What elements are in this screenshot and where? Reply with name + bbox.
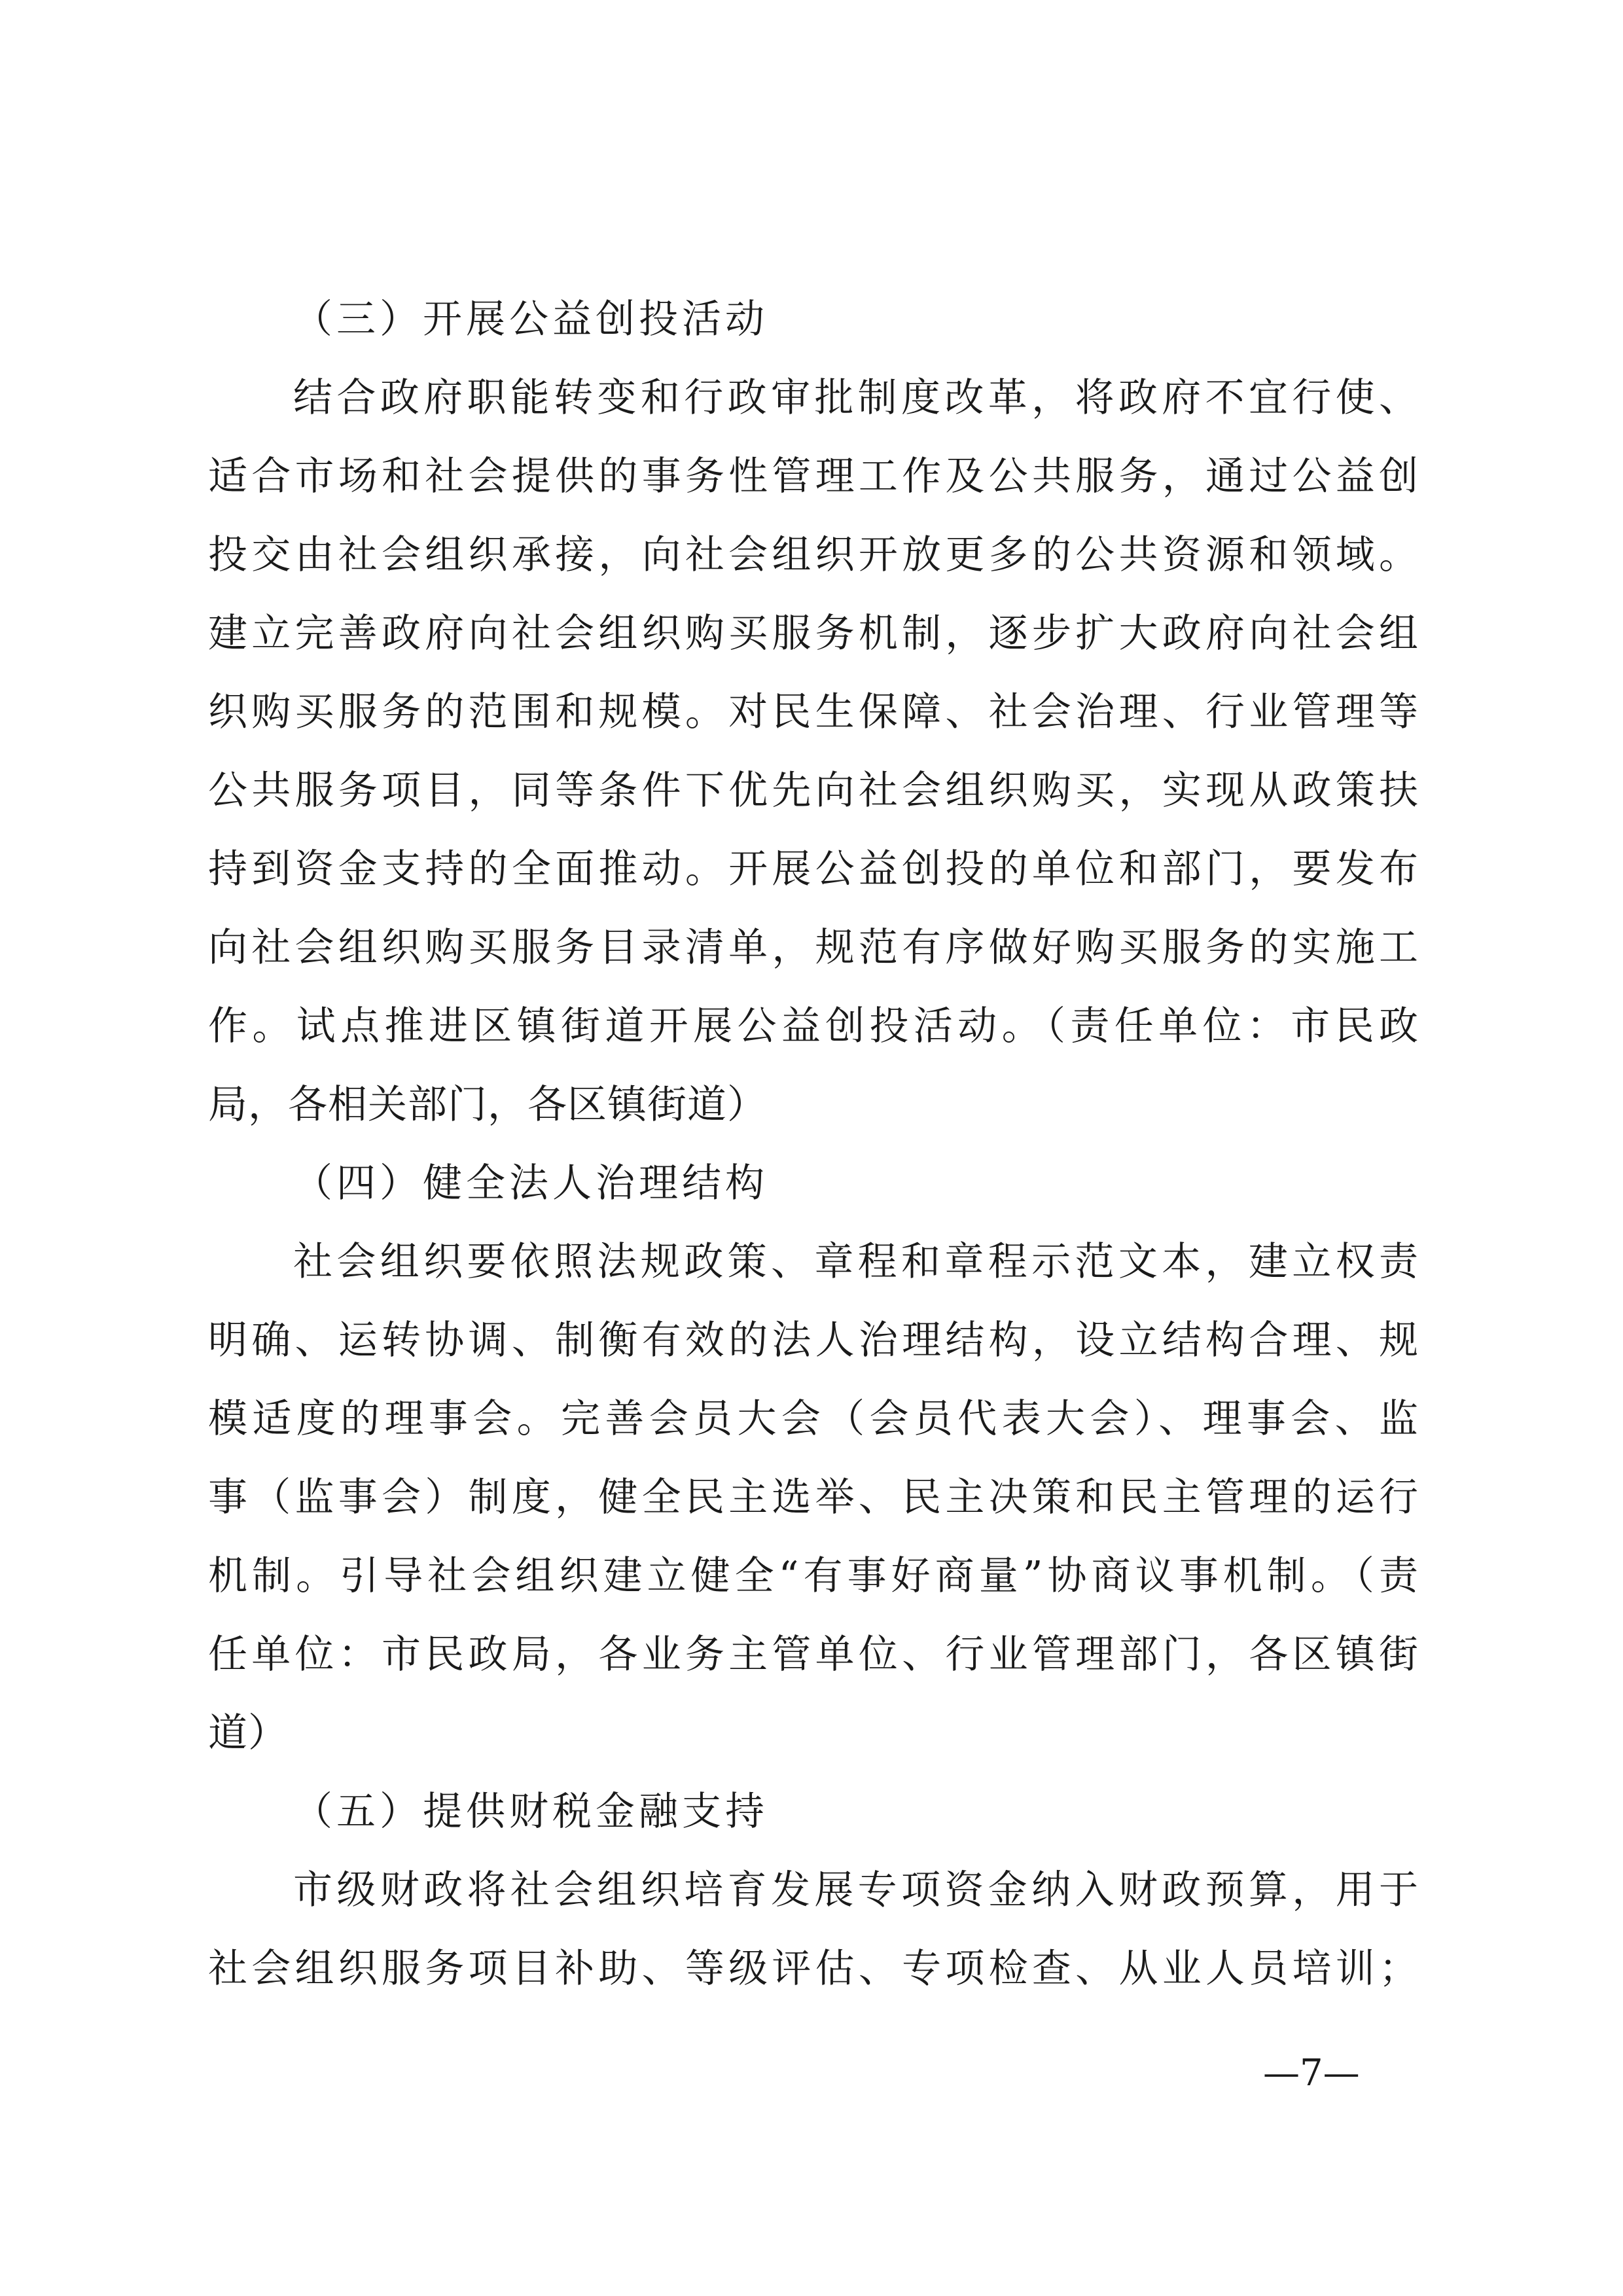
paragraph-line: 社会组织要依照法规政策、章程和章程示范文本，建立权责 [293, 1239, 1419, 1285]
paragraph-line: 建立完善政府向社会组织购买服务机制，逐步扩大政府向社会组 [208, 611, 1419, 656]
section-heading-4: （四）健全法人治理结构 [293, 1160, 768, 1206]
paragraph-line: 事（监事会）制度，健全民主选举、民主决策和民主管理的运行 [208, 1475, 1419, 1520]
paragraph-line: 机制。引导社会组织建立健全“有事好商量”协商议事机制。（责 [208, 1553, 1419, 1599]
paragraph-line: 局，各相关部门，各区镇街道） [208, 1082, 767, 1128]
paragraph-line: 织购买服务的范围和规模。对民生保障、社会治理、行业管理等 [208, 689, 1419, 735]
paragraph-line: 明确、运转协调、制衡有效的法人治理结构，设立结构合理、规 [208, 1318, 1419, 1363]
section-heading-5: （五）提供财税金融支持 [293, 1789, 768, 1835]
paragraph-line: 公共服务项目，同等条件下优先向社会组织购买，实现从政策扶 [208, 768, 1419, 814]
paragraph-line: 道） [208, 1710, 288, 1756]
page-number: —7— [1263, 2052, 1360, 2094]
paragraph-line: 模适度的理事会。完善会员大会（会员代表大会）、理事会、监 [208, 1396, 1419, 1442]
paragraph-line: 向社会组织购买服务目录清单，规范有序做好购买服务的实施工 [208, 925, 1419, 971]
paragraph-line: 任单位：市民政局，各业务主管单位、行业管理部门，各区镇街 [208, 1632, 1419, 1677]
section-heading-3: （三）开展公益创投活动 [293, 296, 768, 342]
paragraph-line: 持到资金支持的全面推动。开展公益创投的单位和部门，要发布 [208, 846, 1419, 892]
paragraph-line: 社会组织服务项目补助、等级评估、专项检查、从业人员培训； [208, 1946, 1419, 1992]
paragraph-line: 作。试点推进区镇街道开展公益创投活动。（责任单位：市民政 [208, 1003, 1419, 1049]
paragraph-line: 投交由社会组织承接，向社会组织开放更多的公共资源和领域。 [208, 532, 1419, 578]
paragraph-line: 结合政府职能转变和行政审批制度改革，将政府不宜行使、 [293, 375, 1419, 421]
paragraph-line: 市级财政将社会组织培育发展专项资金纳入财政预算，用于 [293, 1867, 1419, 1913]
paragraph-line: 适合市场和社会提供的事务性管理工作及公共服务，通过公益创 [208, 454, 1419, 499]
